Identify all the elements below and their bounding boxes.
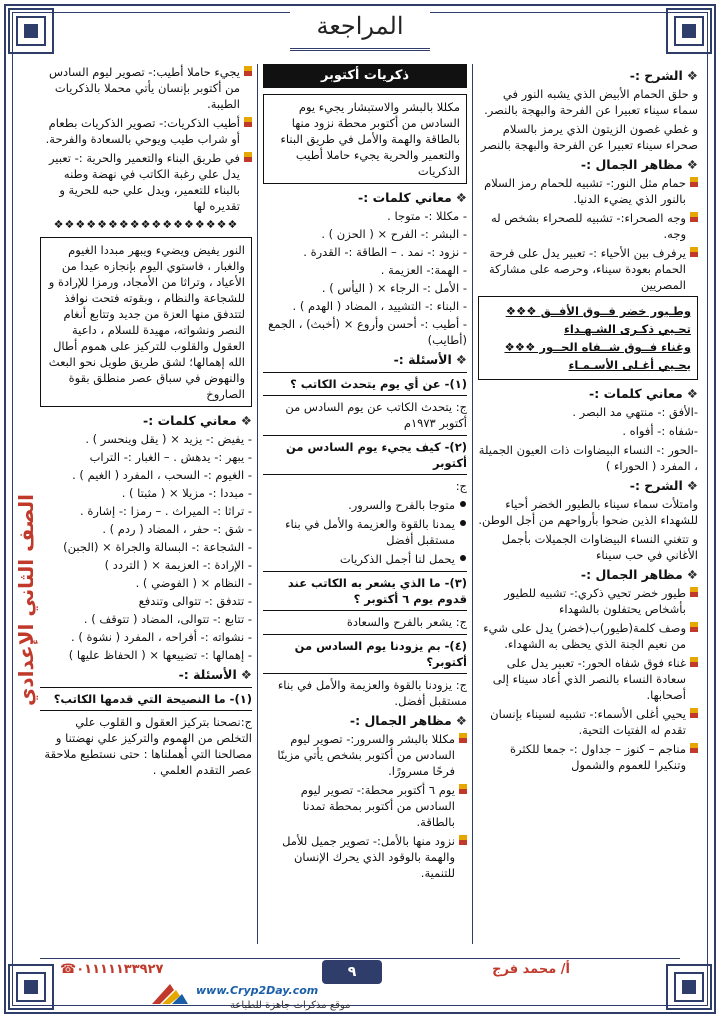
- question: (٣)- ما الذي يشعر به الكاتب عند قدوم يوم ٦ أكتوبر ؟: [263, 571, 467, 611]
- author-name: أ/ محمد فرج: [492, 962, 570, 977]
- word-meaning: -الأفق :- منتهي مد البصر .: [572, 405, 698, 419]
- word-meaning: - إهمالها :- تضييعها × ( الحفاظ عليها ): [68, 648, 252, 662]
- bullet-icon: [459, 784, 467, 794]
- bullet-icon: [690, 587, 698, 597]
- list-item: يحمل لنا أجمل الذكريات: [263, 551, 467, 567]
- diamond-icon: ❖: [686, 478, 698, 493]
- answer: ج: يشعر بالفرح والسعادة: [346, 615, 467, 629]
- poem-line: وطـيور خضر فــوق الأفــق ❖❖❖: [505, 304, 691, 318]
- section-heading: ❖الشرح :-: [629, 478, 698, 493]
- word-meaning: - البناء :- التشييد ، المضاد ( الهدم ) .: [292, 299, 467, 313]
- diamond-icon: ❖: [455, 352, 467, 367]
- diamond-icon: ❖: [686, 68, 698, 83]
- diamond-icon: ❖: [686, 567, 698, 582]
- phone-icon: ☎: [60, 962, 77, 977]
- paragraph: و حلق الحمام الأبيض الذي يشبه النور في سماء سيناء تعبيرا عن الفرحة والبهجة بالنصر.: [484, 87, 698, 117]
- word-meaning: - يبهر :- يدهش . – الغبار :- التراب: [89, 450, 252, 464]
- right-column: [478, 64, 698, 776]
- list-item: يجيء حاملا أطيب:- تصوير ليوم السادس من أكتوبر بإنسان يأتي محملا بالذكريات الطيبة.: [40, 64, 252, 112]
- word-meaning: - تراثا :- الميراث . – رمزا :- إشارة .: [80, 504, 252, 518]
- list-item: في طريق البناء والتعمير والحرية :- تعبير يدل علي رغبة الكاتب في نهضة وطنه بالبناء للتعمير، ويدل علي حبه للحرية و تقديره لها: [40, 150, 252, 214]
- list-item: مناجم – كنوز – جداول :- جمعا للكثرة وتنكيرا للعموم والشمول: [478, 741, 698, 773]
- word-meaning: -شفاه :- أفواه .: [622, 424, 698, 438]
- middle-column: [263, 64, 467, 884]
- question: (٢)- كيف يجيء يوم السادس من أكتوبر: [263, 435, 467, 475]
- section-heading: ❖مظاهر الجمال :-: [349, 713, 467, 728]
- bullet-icon: [690, 622, 698, 632]
- bullet-icon: [244, 152, 252, 162]
- site-url[interactable]: www.Cryp2Day.com: [196, 984, 319, 997]
- diamond-icon: ❖: [240, 413, 252, 428]
- word-meaning: - الغيوم :- السحب ، المفرد ( الغيم ) .: [72, 468, 252, 482]
- diamond-icon: ❖: [455, 190, 467, 205]
- intro-box: مكللا بالبشر والاستبشار يجيء يوم السادس من أكتوبر محطة نزود منها بالطاقة والهمة والأمل في طريق البناء والتعمير والحرية يجيء حاملا أطيب الذكريات: [263, 94, 467, 184]
- site-tagline: موقع مذكرات جاهزة للطباعة: [230, 1000, 351, 1011]
- word-meaning: - الإرادة :- العزيمة × ( التردد ): [104, 558, 252, 572]
- page-title: المراجعة: [290, 12, 430, 51]
- list-item: وجه الصحراء:- تشبيه للصحراء بشخص له وجه.: [478, 210, 698, 242]
- bullet-icon: [244, 117, 252, 127]
- bullet-icon: [690, 212, 698, 222]
- text-box: النور يفيض ويضيء ويبهر مبددا الغيوم والغبار ، فاستوي اليوم بإنجازه عيدا من الأعياد ، وتراثا من الأمجاد، ورمزا للإرادة و للشجاعة والنظام ، وبقوته فتحت نوافذ لتتدفق منها العزة من جديد وتتابع أنغام النصر ونشواته، مهيدة للسلام ، داعية العقول والقلوب للتركيز على هموم أطال الله إهمالها؛ لشق طريق طويل نحو البعث والنهوض في سباق عصر منطلق بقوة الصاروخ: [40, 237, 252, 407]
- bullet-icon: [690, 177, 698, 187]
- list-item: طيور خضر تحيي ذكري:- تشبيه للطيور بأشخاص يحتفلون بالشهداء: [478, 585, 698, 617]
- answer-prefix: ج:: [455, 479, 467, 493]
- poem-line: وغناء فــوق شــفاه الحــور ❖❖❖: [504, 340, 691, 354]
- footer-divider: [40, 958, 680, 959]
- paragraph: و تتغني النساء البيضاوات الجميلات بأجمل الأغاني في حب سيناء: [501, 532, 698, 562]
- list-item: يحيي أغلى الأسماء:- تشبيه لسيناء بإنسان تقدم له الفتيات التحية.: [478, 706, 698, 738]
- diamond-icon: ❖: [686, 386, 698, 401]
- column-divider: [257, 64, 258, 944]
- list-item: غناء فوق شفاه الحور:- تعبير يدل على سعادة النساء بالنصر الذي أعاد سيناء إلى أصحابها.: [478, 655, 698, 703]
- paragraph: و غطي غصون الزيتون الذي يرمز بالسلام صحراء سيناء تعبيرا عن الفرحة والبهجة بالنصر: [480, 122, 698, 152]
- answer: ج:نصحنا بتركيز العقول و القلوب علي التخلص من الهموم والتركيز علي نهضتنا و مصالحنا التي أهملناها : حتى نستطيع ملاحقة عصر التقدم العلمي .: [44, 715, 252, 777]
- question: (٤)- بم يزودنا يوم السادس من أكتوبر؟: [263, 634, 467, 674]
- left-column: [40, 64, 252, 781]
- word-meaning: - مبددا :- مزيلا × ( مثبتا ) .: [121, 486, 252, 500]
- column-divider: [472, 64, 473, 944]
- word-meaning: - شق :- حفر ، المضاد ( ردم ) .: [102, 522, 252, 536]
- section-heading: ❖الشرح :-: [629, 68, 698, 83]
- word-meaning: - البشر :- الفرح × ( الحزن ) .: [321, 227, 467, 241]
- diamond-icon: ❖: [240, 667, 252, 682]
- paragraph: وامتلأت سماء سيناء بالطيور الخضر أحياء للشهداء الذين ضحوا بأرواحهم من أجل الوطن.: [478, 497, 698, 527]
- answer: ج: يزودنا بالقوة والعزيمة والأمل في بناء مستقبل أفضل.: [277, 678, 467, 708]
- section-heading: ❖مظاهر الجمال :-: [580, 567, 698, 582]
- list-item: يوم ٦ أكتوبر محطة:- تصوير ليوم السادس من أكتوبر بمحطة تمدنا بالطاقة.: [263, 782, 467, 830]
- page-number: ٩: [322, 960, 382, 984]
- question: (١)- ما النصيحة التي قدمها الكاتب؟: [40, 687, 252, 711]
- poem-line: تحـيي ذكـرى الشـهـداء: [564, 322, 691, 336]
- section-heading: ❖معاني كلمات :-: [589, 386, 698, 401]
- section-heading: ❖معاني كلمات :-: [143, 413, 252, 428]
- word-meaning: - النظام × ( الفوضي ) .: [135, 576, 252, 590]
- lesson-title: ذكريات أكتوبر: [263, 64, 467, 88]
- corner-ornament: [8, 964, 54, 1010]
- word-meaning: - الأمل :- الرجاء × ( اليأس ) .: [321, 281, 467, 295]
- word-meaning: - مكللا :- متوجا .: [387, 209, 467, 223]
- bullet-icon: [244, 66, 252, 76]
- word-meaning: - أطيب :- أحسن وأروع × (أخبث) ، الجمع (أطايب): [268, 317, 467, 347]
- list-item: يمدنا بالقوة والعزيمة والأمل في بناء مستقبل أفضل: [263, 516, 467, 548]
- word-meaning: - نشواته :- أفراحه ، المفرد ( نشوة ) .: [71, 630, 252, 644]
- bullet-icon: [690, 657, 698, 667]
- list-item: نزود منها بالأمل:- تصوير جميل للأمل والهمة بالوقود الذي يحرك الإنسان للتنمية.: [263, 833, 467, 881]
- word-meaning: - الشجاعة :- البسالة والجراة × (الجبن): [63, 540, 252, 554]
- word-meaning: -الحور :- النساء البيضاوات ذات العيون الجميلة ، المفرد ( الحوراء ): [478, 443, 698, 473]
- section-heading: ❖الأسئلة :-: [178, 667, 252, 682]
- section-heading: ❖معاني كلمات :-: [358, 190, 467, 205]
- site-logo-icon: [150, 982, 190, 1008]
- bullet-icon: [459, 553, 467, 563]
- section-heading: ❖مظاهر الجمال :-: [580, 157, 698, 172]
- corner-ornament: [666, 964, 712, 1010]
- list-item: يرفرف بين الأحياء :- تعبير يدل على فرحة الحمام بعودة سيناء، وحرصه على مشاركة المصريين: [478, 245, 698, 293]
- bullet-icon: [690, 247, 698, 257]
- poem-line: يحـيي أغـلى الأسـمـاء: [568, 358, 691, 372]
- word-meaning: - يفيض :- يزيد × ( يقل وينحسر ) .: [85, 432, 252, 446]
- section-heading: ❖الأسئلة :-: [393, 352, 467, 367]
- divider-ornament: ❖❖❖❖❖❖❖❖❖❖❖❖❖❖❖❖❖: [53, 218, 239, 231]
- list-item: متوجا بالفرح والسرور.: [263, 497, 467, 513]
- diamond-icon: ❖: [455, 713, 467, 728]
- bullet-icon: [459, 499, 467, 509]
- answer: ج: يتحدث الكاتب عن يوم السادس من أكتوبر ١٩٧٣م: [285, 400, 467, 430]
- list-item: وصف كلمة(طيور)ب(خضر) يدل على شيء من نعيم الجنة الذي يحظى به الشهداء.: [478, 620, 698, 652]
- grade-label: الصف الثاني الإعدادي: [14, 494, 38, 707]
- bullet-icon: [690, 743, 698, 753]
- bullet-icon: [459, 733, 467, 743]
- poem-box: [478, 296, 698, 380]
- word-meaning: - الهمة:- العزيمة .: [380, 263, 467, 277]
- list-item: مكللا بالبشر والسرور:- تصوير ليوم السادس من أكتوبر بشخص يأتي مزينًا فرحًا مسرورًا.: [263, 731, 467, 779]
- list-item: أطيب الذكريات:- تصوير الذكريات بطعام أو شراب طيب ويوحي بالسعادة والفرحة.: [40, 115, 252, 147]
- bullet-icon: [459, 835, 467, 845]
- word-meaning: - تتابع :- تتوالى، المضاد ( تتوقف ) .: [83, 612, 252, 626]
- bullet-icon: [459, 518, 467, 528]
- word-meaning: - تتدفق :- تتوالى وتندفع: [138, 594, 252, 608]
- question: (١)- عن أي يوم يتحدث الكاتب ؟: [263, 372, 467, 396]
- corner-ornament: [8, 8, 54, 54]
- phone-number: ☎٠١١١١١٣٣٩٢٧: [60, 962, 164, 977]
- list-item: حمام مثل النور:- تشبيه للحمام رمز السلام بالنور الذي يضيء الدنيا.: [478, 175, 698, 207]
- bullet-icon: [690, 708, 698, 718]
- word-meaning: - نزود :- نمد . – الطاقة :- القدرة .: [303, 245, 467, 259]
- diamond-icon: ❖: [686, 157, 698, 172]
- corner-ornament: [666, 8, 712, 54]
